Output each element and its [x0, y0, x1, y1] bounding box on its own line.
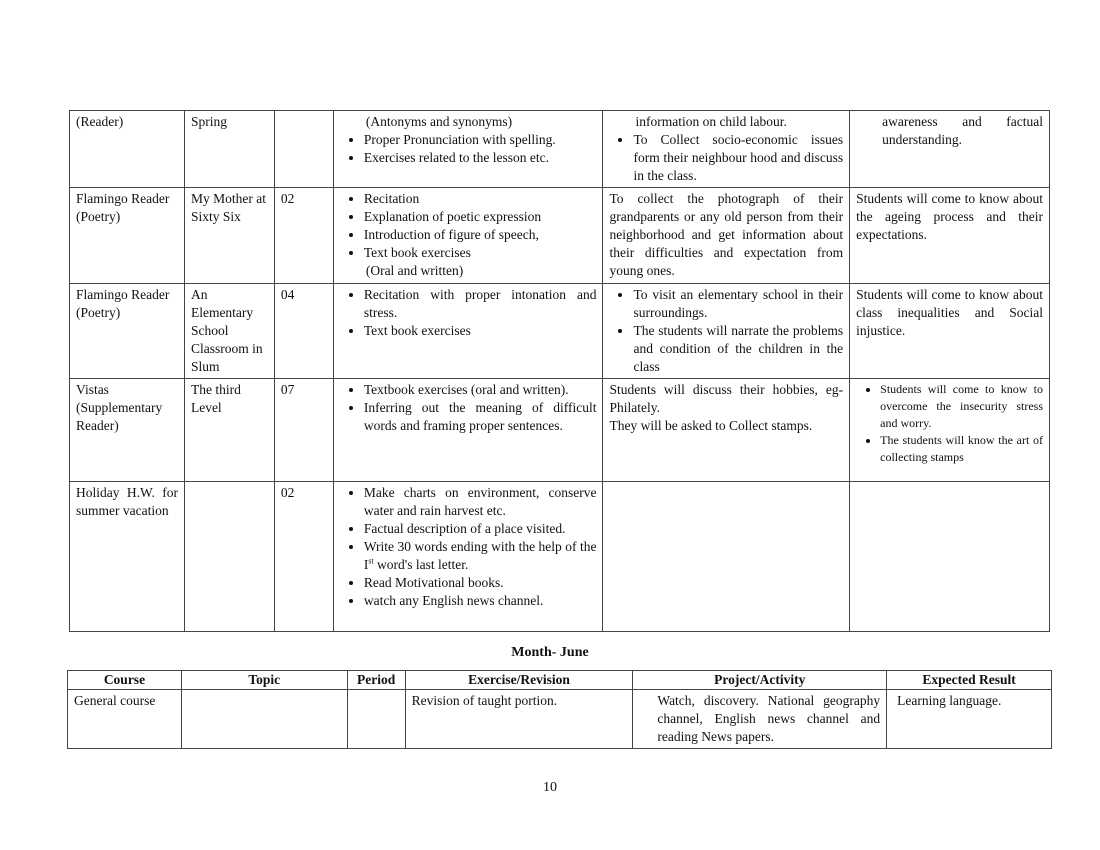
- topic-cell: [184, 482, 274, 632]
- topic-cell: My Mother at Sixty Six: [184, 188, 274, 284]
- course-cell: Flamingo Reader (Poetry): [70, 284, 185, 379]
- list-item: • To Collect socio-economic issues form their neighbour hood and discuss in the class.: [633, 131, 843, 185]
- table-row: [70, 482, 1050, 632]
- result-continued-text: awareness and factual understanding.: [882, 114, 1043, 147]
- exercise-cell: [333, 284, 603, 379]
- list-item: • Text book exercises: [364, 244, 597, 262]
- period-cell: [274, 111, 333, 188]
- month-title: Month- June: [511, 645, 589, 660]
- column-header: Expected Result: [887, 671, 1052, 690]
- list-item: • Explanation of poetic expression: [364, 208, 597, 226]
- period-cell: [347, 690, 405, 749]
- list-item: • watch any English news channel.: [364, 592, 597, 610]
- project-cell: [603, 284, 850, 379]
- list-item: • The students will narrate the problems and condition of the children in the class: [633, 322, 843, 376]
- column-header: Period: [347, 671, 405, 690]
- exercise-list: [340, 190, 597, 262]
- exercise-list: [340, 131, 597, 167]
- list-item: • The students will know the art of collecting stamps: [880, 432, 1043, 466]
- period-cell: 02: [274, 188, 333, 284]
- june-table: [67, 670, 1052, 749]
- project-cell: [603, 111, 850, 188]
- list-item: • Write 30 words ending with the help of the Ist word's last letter.: [364, 538, 597, 574]
- list-item: • Students will come to know to overcome the insecurity stress and worry.: [880, 381, 1043, 432]
- project-list: [609, 131, 843, 185]
- topic-cell: Spring: [184, 111, 274, 188]
- column-header: Course: [68, 671, 182, 690]
- list-item: • Factual description of a place visited.: [364, 520, 597, 538]
- course-cell: Holiday H.W. for summer vacation: [70, 482, 185, 632]
- header-row: [68, 671, 1052, 690]
- exercise-note: (Oral and written): [365, 263, 464, 278]
- project-cell: Watch, discovery. National geography channel, English news channel and reading News papers.: [633, 690, 887, 749]
- result-cell: [850, 111, 1050, 188]
- table-row: [70, 188, 1050, 284]
- topic-cell: An Elementary School Classroom in Slum: [184, 284, 274, 379]
- list-item: • Proper Pronunciation with spelling.: [364, 131, 597, 149]
- result-cell: Learning language.: [887, 690, 1052, 749]
- list-item: • Recitation: [364, 190, 597, 208]
- list-item: • To visit an elementary school in their surroundings.: [633, 286, 843, 322]
- syllabus-table: [69, 110, 1050, 632]
- table-row: [70, 284, 1050, 379]
- course-cell: General course: [68, 690, 182, 749]
- project-list: [609, 286, 843, 376]
- exercise-cell: Revision of taught portion.: [405, 690, 633, 749]
- table-row: [70, 111, 1050, 188]
- list-item: • Recitation with proper intonation and stress.: [364, 286, 597, 322]
- list-item: • Inferring out the meaning of difficult words and framing proper sentences.: [364, 399, 597, 435]
- exercise-cell: [333, 379, 603, 482]
- project-cell: To collect the photograph of their grandparents or any old person from their neighborhood and get information about their difficulties and expectation from young ones.: [603, 188, 850, 284]
- result-cell: Students will come to know about the ageing process and their expectations.: [850, 188, 1050, 284]
- list-item: • Text book exercises: [364, 322, 597, 340]
- result-cell: [850, 482, 1050, 632]
- table-row: [68, 690, 1052, 749]
- list-item: • Textbook exercises (oral and written).: [364, 381, 597, 399]
- list-item: • Exercises related to the lesson etc.: [364, 149, 597, 167]
- topic-cell: [181, 690, 347, 749]
- list-item: • Introduction of figure of speech,: [364, 226, 597, 244]
- exercise-list: [340, 484, 597, 610]
- result-list: [856, 381, 1043, 466]
- list-item: • Read Motivational books.: [364, 574, 597, 592]
- page-number: 10: [543, 780, 557, 795]
- period-cell: 04: [274, 284, 333, 379]
- project-cell: [603, 482, 850, 632]
- result-cell: Students will come to know about class inequalities and Social injustice.: [850, 284, 1050, 379]
- period-cell: 02: [274, 482, 333, 632]
- result-cell: [850, 379, 1050, 482]
- exercise-continued-text: (Antonyms and synonyms): [365, 114, 513, 129]
- exercise-list: [340, 381, 597, 435]
- table-row: [70, 379, 1050, 482]
- topic-cell: The third Level: [184, 379, 274, 482]
- column-header: Exercise/Revision: [405, 671, 633, 690]
- column-header: Topic: [181, 671, 347, 690]
- exercise-list: [340, 286, 597, 340]
- period-cell: 07: [274, 379, 333, 482]
- exercise-cell: [333, 188, 603, 284]
- exercise-cell: [333, 482, 603, 632]
- exercise-cell: [333, 111, 603, 188]
- project-continued-text: information on child labour.: [635, 114, 787, 129]
- course-cell: Flamingo Reader (Poetry): [70, 188, 185, 284]
- course-cell: Vistas (Supplementary Reader): [70, 379, 185, 482]
- list-item: • Make charts on environment, conserve water and rain harvest etc.: [364, 484, 597, 520]
- column-header: Project/Activity: [633, 671, 887, 690]
- project-cell: Students will discuss their hobbies, eg-Philately. They will be asked to Collect stamps.: [603, 379, 850, 482]
- course-cell: (Reader): [70, 111, 185, 188]
